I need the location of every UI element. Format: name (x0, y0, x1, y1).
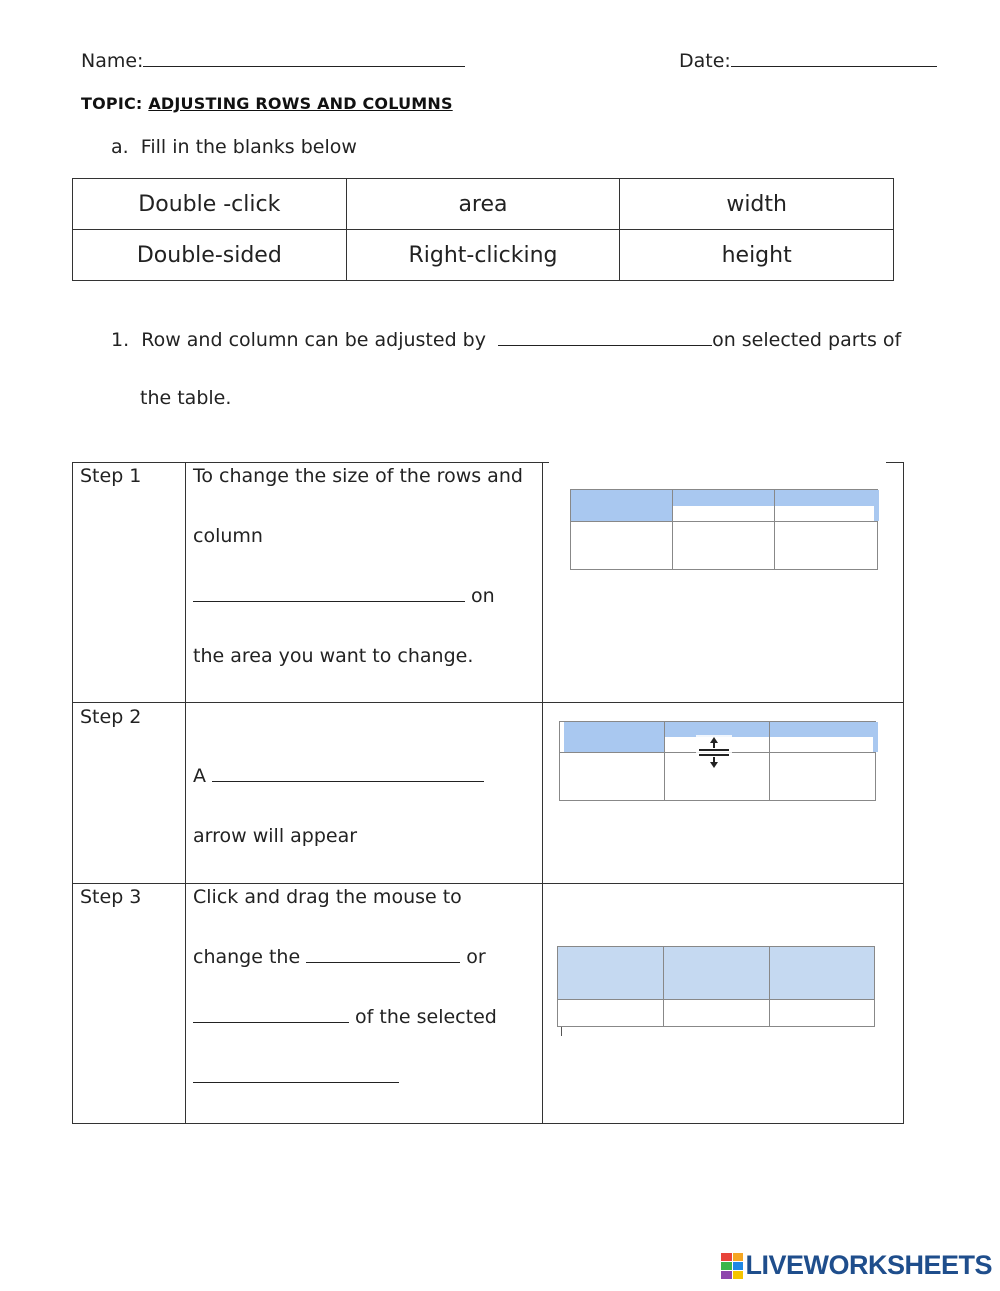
step-1-line4: the area you want to change. (193, 645, 474, 667)
word-bank-cell: Right-clicking (346, 230, 620, 281)
step-2-prefix: A (193, 765, 206, 787)
logo-text: LIVEWORKSHEETS (745, 1250, 992, 1280)
row-resize-cursor-icon (696, 735, 732, 771)
date-label: Date: (679, 50, 731, 72)
name-label: Name: (81, 50, 144, 72)
text-cursor (561, 1027, 562, 1036)
instruction (111, 136, 357, 158)
steps-table (72, 462, 904, 1124)
question-1-blank[interactable] (498, 327, 712, 346)
column-line (672, 490, 673, 569)
step-1-label: Step 1 (80, 465, 142, 487)
name-blank[interactable] (143, 48, 465, 67)
word-bank-cell: width (620, 179, 894, 230)
step-3-blank-b[interactable] (193, 1004, 349, 1023)
table-border (72, 702, 904, 703)
step-3-line4 (193, 1047, 399, 1107)
column-line (663, 947, 664, 1026)
step-1-illustration (570, 489, 878, 570)
logo-mark-icon (721, 1253, 743, 1279)
step-2-label: Step 2 (80, 706, 142, 728)
step-2-line2: arrow will appear (193, 825, 358, 847)
step-2-illustration (559, 721, 876, 801)
word-bank-cell: Double-sided (73, 230, 347, 281)
step-2-line1 (193, 746, 484, 806)
column-line (774, 490, 775, 569)
table-border (886, 462, 904, 463)
column-line (769, 722, 770, 800)
topic-title: ADJUSTING ROWS AND COLUMNS (148, 94, 453, 113)
table-border (72, 1123, 904, 1124)
date-field (679, 48, 937, 72)
question-number: 1. (111, 329, 130, 351)
word-bank-cell: height (620, 230, 894, 281)
step-3-line3 (193, 987, 497, 1047)
step-1-line3 (193, 566, 495, 626)
step-3-illustration (557, 946, 875, 1027)
question-1 (111, 327, 901, 351)
step-1-line3-after: on (471, 585, 495, 607)
word-bank-cell: area (346, 179, 620, 230)
step-3-line3-suffix: of the selected (355, 1006, 497, 1028)
instruction-marker: a. (111, 136, 129, 158)
table-border (542, 462, 543, 1124)
step-3-line2 (193, 927, 486, 987)
selected-cell (874, 490, 879, 521)
step-3-blank-c[interactable] (193, 1064, 399, 1083)
row-line (558, 999, 874, 1000)
word-bank-row (73, 230, 894, 281)
step-3-line2-prefix: change the (193, 946, 301, 968)
word-bank-table (72, 178, 894, 281)
step-3-line2-suffix: or (466, 946, 486, 968)
step-2-blank[interactable] (212, 763, 484, 782)
question-1-line2: the table. (140, 387, 232, 409)
table-border (72, 462, 73, 1124)
selected-cell (673, 490, 877, 506)
question-text-after: on selected parts of (712, 329, 902, 351)
question-text-before: Row and column can be adjusted by (141, 329, 486, 351)
step-1-line1: To change the size of the rows and (193, 465, 523, 487)
step-3-label: Step 3 (80, 886, 142, 908)
column-line (664, 722, 665, 800)
selected-row (558, 947, 874, 999)
column-line (769, 947, 770, 1026)
word-bank-row (73, 179, 894, 230)
step-3-line1: Click and drag the mouse to (193, 886, 462, 908)
row-line (571, 521, 877, 522)
step-3-blank-a[interactable] (306, 944, 460, 963)
date-blank[interactable] (731, 48, 937, 67)
topic-prefix: TOPIC: (81, 94, 149, 113)
topic-heading (81, 94, 453, 113)
liveworksheets-logo (721, 1250, 992, 1281)
selected-cell (873, 722, 878, 752)
name-field (81, 48, 465, 72)
selected-cell (571, 490, 673, 521)
selected-cell (564, 722, 665, 752)
instruction-text: Fill in the blanks below (140, 136, 357, 158)
step-1-blank[interactable] (193, 583, 465, 602)
word-bank-cell: Double -click (73, 179, 347, 230)
step-1-line2: column (193, 525, 263, 547)
table-border (903, 462, 904, 1124)
table-border (185, 462, 186, 1124)
